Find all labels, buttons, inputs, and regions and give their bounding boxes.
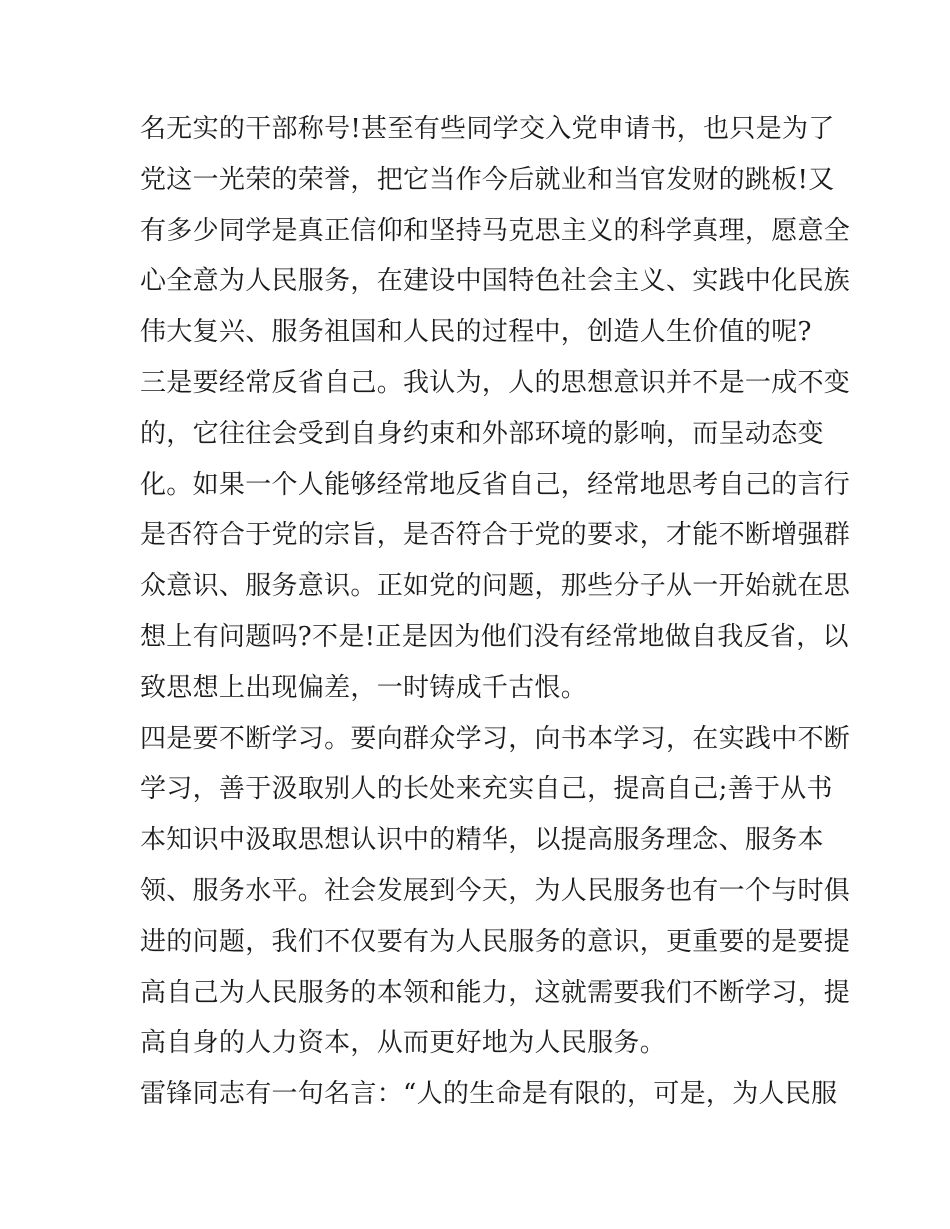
text-line: 化。如果一个人能够经常地反省自己，经常地思考自己的言行 bbox=[140, 469, 851, 500]
text-line: 想上有问题吗?不是!正是因为他们没有经常地做自我反省，以 bbox=[140, 621, 849, 652]
text-line: 进的问题，我们不仅要有为人民服务的意识，更重要的是要提 bbox=[140, 926, 851, 957]
text-line: 党这一光荣的荣誉，把它当作今后就业和当官发财的跳板!又 bbox=[140, 164, 835, 195]
text-line: 有多少同学是真正信仰和坚持马克思主义的科学真理，愿意全 bbox=[140, 215, 851, 246]
text-line: 是否符合于党的宗旨，是否符合于党的要求，才能不断增强群 bbox=[140, 520, 851, 551]
text-line: 领、服务水平。社会发展到今天，为人民服务也有一个与时俱 bbox=[140, 875, 851, 906]
document-body bbox=[140, 104, 851, 1120]
text-line: 的，它往往会受到自身约束和外部环境的影响，而呈动态变 bbox=[140, 418, 824, 449]
text-line: 高自己为人民服务的本领和能力，这就需要我们不断学习，提 bbox=[140, 977, 851, 1008]
text-line: 伟大复兴、服务祖国和人民的过程中，创造人生价值的呢? bbox=[140, 317, 812, 348]
text-line: 四是要不断学习。要向群众学习，向书本学习，在实践中不断 bbox=[140, 723, 851, 754]
text-line: 三是要经常反省自己。我认为，人的思想意识并不是一成不变 bbox=[140, 367, 851, 398]
text-line: 致思想上出现偏差，一时铸成千古恨。 bbox=[140, 672, 588, 703]
text-line: 众意识、服务意识。正如党的问题，那些分子从一开始就在思 bbox=[140, 571, 851, 602]
text-line: 名无实的干部称号!甚至有些同学交入党申请书，也只是为了 bbox=[140, 114, 835, 144]
text-line: 学习，善于汲取别人的长处来充实自己，提高自己;善于从书 bbox=[140, 774, 833, 805]
text-line: 本知识中汲取思想认识中的精华，以提高服务理念、服务本 bbox=[140, 825, 824, 856]
text-line: 雷锋同志有一句名言：“人的生命是有限的，可是，为人民服 bbox=[140, 1079, 838, 1110]
text-line: 高自身的人力资本，从而更好地为人民服务。 bbox=[140, 1028, 667, 1059]
text-line: 心全意为人民服务，在建设中国特色社会主义、实践中化民族 bbox=[140, 266, 851, 297]
